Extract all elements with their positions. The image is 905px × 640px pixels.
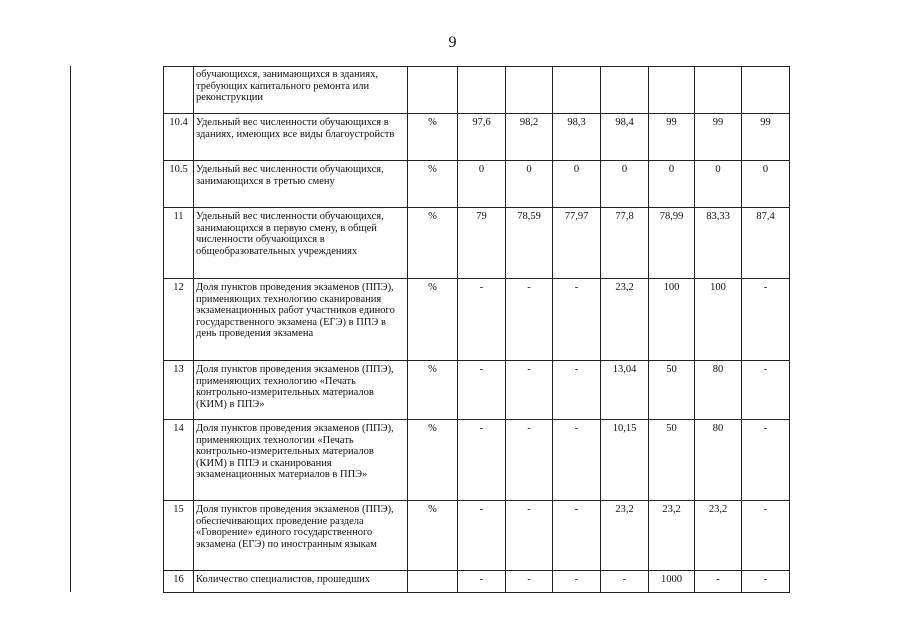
value-cell: 99 bbox=[695, 114, 742, 161]
value-cell: 79 bbox=[458, 208, 506, 279]
value-cell: 0 bbox=[601, 161, 649, 208]
value-cell: 13,04 bbox=[601, 361, 649, 420]
value-cell: 80 bbox=[695, 361, 742, 420]
value-cell: 78,59 bbox=[506, 208, 553, 279]
value-cell: 77,8 bbox=[601, 208, 649, 279]
indicator-name: Доля пунктов проведения экзаменов (ППЭ), применяющих технологии «Печать контрольно-измерительных материалов (КИМ) в ППЭ и сканирования экзаменационных материалов в ППЭ» bbox=[194, 420, 408, 501]
value-cell: 78,99 bbox=[649, 208, 695, 279]
table-row bbox=[164, 279, 790, 361]
table-row bbox=[164, 571, 790, 593]
table-row bbox=[164, 114, 790, 161]
unit-cell bbox=[408, 571, 458, 593]
value-cell: 23,2 bbox=[649, 501, 695, 571]
unit-cell: % bbox=[408, 208, 458, 279]
value-cell: - bbox=[506, 571, 553, 593]
value-cell: 77,97 bbox=[553, 208, 601, 279]
value-cell bbox=[553, 67, 601, 114]
row-number bbox=[164, 67, 194, 114]
value-cell: 10,15 bbox=[601, 420, 649, 501]
value-cell: 100 bbox=[695, 279, 742, 361]
value-cell: 98,2 bbox=[506, 114, 553, 161]
value-cell bbox=[742, 67, 790, 114]
value-cell: - bbox=[553, 279, 601, 361]
value-cell: 1000 bbox=[649, 571, 695, 593]
value-cell: - bbox=[506, 361, 553, 420]
value-cell: 98,4 bbox=[601, 114, 649, 161]
value-cell: 87,4 bbox=[742, 208, 790, 279]
table-body bbox=[164, 67, 790, 593]
row-number: 15 bbox=[164, 501, 194, 571]
value-cell: - bbox=[742, 571, 790, 593]
row-number: 13 bbox=[164, 361, 194, 420]
row-number: 10.5 bbox=[164, 161, 194, 208]
value-cell: 97,6 bbox=[458, 114, 506, 161]
value-cell: - bbox=[742, 420, 790, 501]
value-cell bbox=[506, 67, 553, 114]
value-cell: - bbox=[506, 279, 553, 361]
indicator-name: Удельный вес численности обучающихся, занимающихся в первую смену, в общей численности обучающихся в общеобразовательных учреждениях bbox=[194, 208, 408, 279]
table-row bbox=[164, 67, 790, 114]
value-cell: 50 bbox=[649, 361, 695, 420]
value-cell: - bbox=[553, 571, 601, 593]
page-number: 9 bbox=[448, 34, 457, 51]
table-row bbox=[164, 420, 790, 501]
row-number: 16 bbox=[164, 571, 194, 593]
value-cell: - bbox=[553, 361, 601, 420]
value-cell: - bbox=[458, 361, 506, 420]
row-number: 11 bbox=[164, 208, 194, 279]
left-margin-line bbox=[70, 66, 71, 592]
row-number: 12 bbox=[164, 279, 194, 361]
indicator-name: Доля пунктов проведения экзаменов (ППЭ), применяющих технологию сканирования экзаменационных работ участников единого государственного экзамена (ЕГЭ) в ППЭ в день проведения экзамена bbox=[194, 279, 408, 361]
value-cell: 99 bbox=[742, 114, 790, 161]
value-cell: - bbox=[742, 279, 790, 361]
table-row bbox=[164, 161, 790, 208]
value-cell: 50 bbox=[649, 420, 695, 501]
value-cell: 98,3 bbox=[553, 114, 601, 161]
value-cell: 0 bbox=[649, 161, 695, 208]
value-cell: 0 bbox=[458, 161, 506, 208]
indicator-name: Удельный вес численности обучающихся в зданиях, имеющих все виды благоустройств bbox=[194, 114, 408, 161]
value-cell: - bbox=[506, 420, 553, 501]
value-cell: - bbox=[553, 420, 601, 501]
value-cell: 99 bbox=[649, 114, 695, 161]
indicator-name: Доля пунктов проведения экзаменов (ППЭ), применяющих технологию «Печать контрольно-измерительных материалов (КИМ) в ППЭ» bbox=[194, 361, 408, 420]
value-cell: 0 bbox=[553, 161, 601, 208]
value-cell: - bbox=[695, 571, 742, 593]
unit-cell: % bbox=[408, 279, 458, 361]
value-cell bbox=[458, 67, 506, 114]
value-cell: 83,33 bbox=[695, 208, 742, 279]
value-cell: - bbox=[553, 501, 601, 571]
value-cell: - bbox=[742, 501, 790, 571]
value-cell: - bbox=[458, 420, 506, 501]
unit-cell: % bbox=[408, 420, 458, 501]
value-cell: 23,2 bbox=[601, 501, 649, 571]
unit-cell: % bbox=[408, 114, 458, 161]
table-row bbox=[164, 501, 790, 571]
value-cell: 100 bbox=[649, 279, 695, 361]
indicators-table bbox=[163, 66, 790, 593]
table-row bbox=[164, 208, 790, 279]
value-cell: - bbox=[458, 501, 506, 571]
value-cell: 0 bbox=[695, 161, 742, 208]
value-cell: 80 bbox=[695, 420, 742, 501]
value-cell: - bbox=[601, 571, 649, 593]
row-number: 14 bbox=[164, 420, 194, 501]
indicator-name: Количество специалистов, прошедших bbox=[194, 571, 408, 593]
value-cell: - bbox=[458, 571, 506, 593]
unit-cell: % bbox=[408, 161, 458, 208]
indicator-name: обучающихся, занимающихся в зданиях, требующих капитального ремонта или реконструкции bbox=[194, 67, 408, 114]
indicator-name: Доля пунктов проведения экзаменов (ППЭ), обеспечивающих проведение раздела «Говорение» единого государственного экзамена (ЕГЭ) по иностранным языкам bbox=[194, 501, 408, 571]
value-cell: 23,2 bbox=[601, 279, 649, 361]
value-cell bbox=[695, 67, 742, 114]
unit-cell bbox=[408, 67, 458, 114]
value-cell: 0 bbox=[742, 161, 790, 208]
value-cell bbox=[649, 67, 695, 114]
value-cell bbox=[601, 67, 649, 114]
value-cell: 23,2 bbox=[695, 501, 742, 571]
value-cell: - bbox=[458, 279, 506, 361]
value-cell: - bbox=[506, 501, 553, 571]
indicator-name: Удельный вес численности обучающихся, занимающихся в третью смену bbox=[194, 161, 408, 208]
row-number: 10.4 bbox=[164, 114, 194, 161]
unit-cell: % bbox=[408, 501, 458, 571]
value-cell: - bbox=[742, 361, 790, 420]
unit-cell: % bbox=[408, 361, 458, 420]
table-row bbox=[164, 361, 790, 420]
value-cell: 0 bbox=[506, 161, 553, 208]
